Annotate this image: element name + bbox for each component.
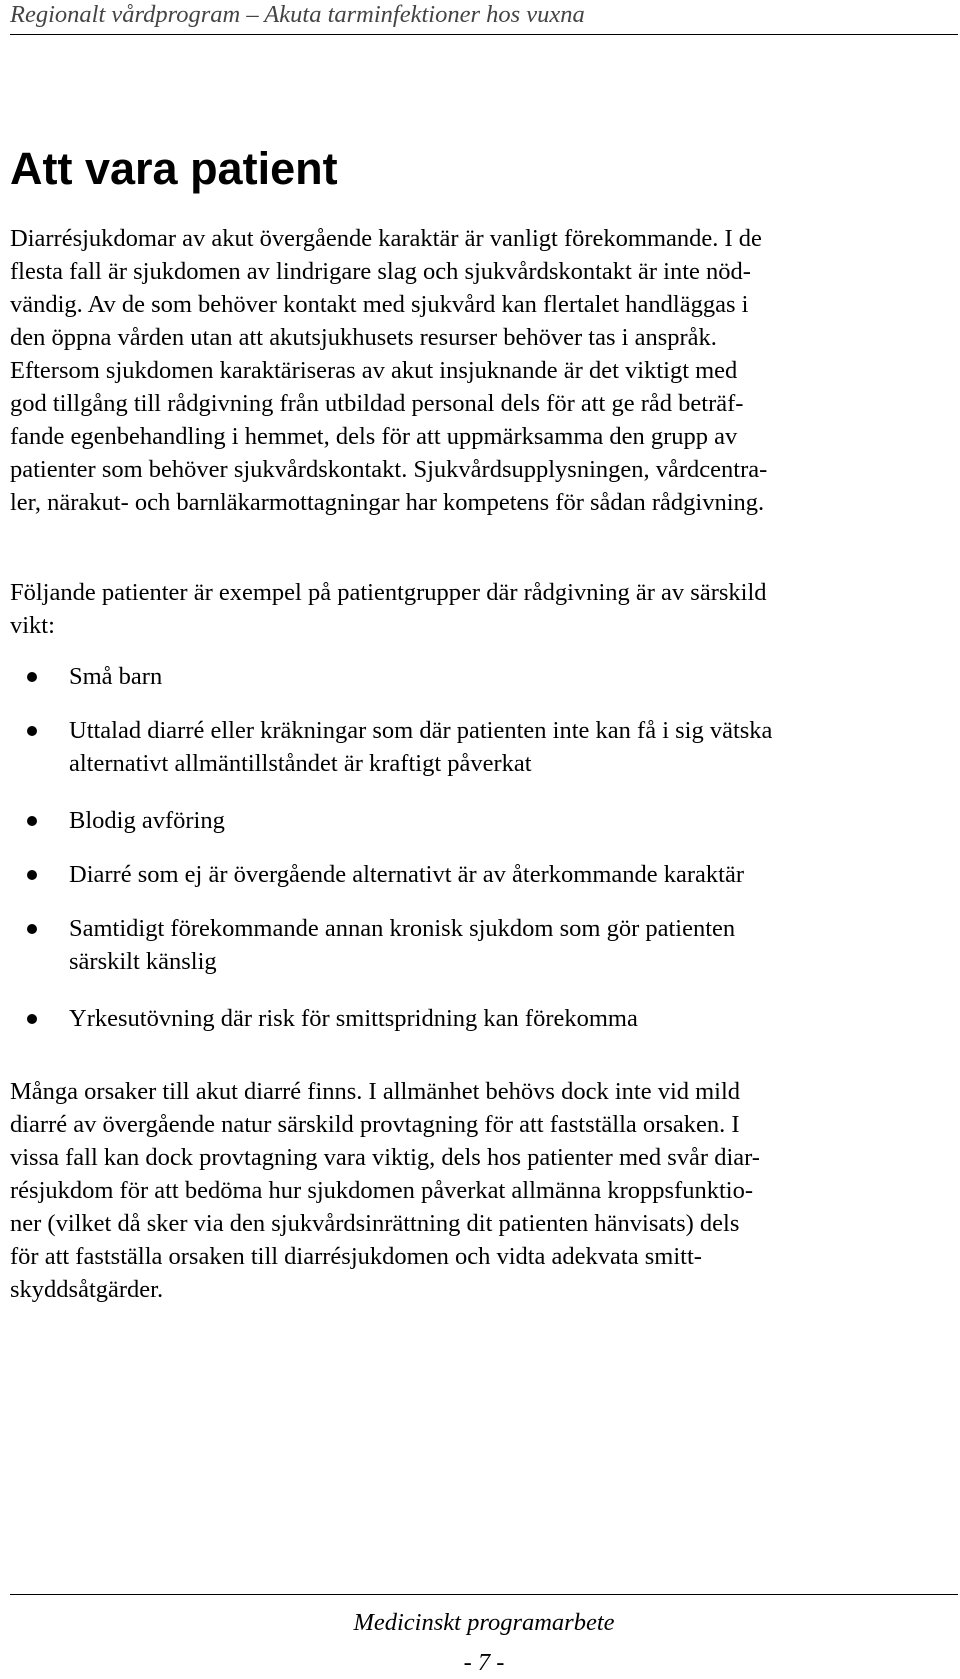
paragraph-line: den öppna vården utan att akutsjukhusets resurser behöver tas i anspråk. — [10, 324, 717, 351]
paragraph-line: Diarrésjukdomar av akut övergående karaktär är vanligt förekommande. I de — [10, 225, 762, 252]
bullet-icon — [27, 924, 37, 934]
bullet-icon — [27, 726, 37, 736]
bullet-icon — [27, 672, 37, 682]
paragraph-line: Många orsaker till akut diarré finns. I allmänhet behövs dock inte vid mild — [10, 1078, 741, 1105]
paragraph-line: ner (vilket då sker via den sjukvårdsinrättning dit patienten hänvisats) dels — [10, 1210, 740, 1237]
paragraph-line: vikt: — [10, 612, 55, 639]
list-item-line: alternativt allmäntillståndet är kraftigt påverkat — [69, 750, 532, 777]
paragraph-line: vändig. Av de som behöver kontakt med sjukvård kan flertalet handläggas i — [10, 291, 749, 318]
footer-text: Medicinskt programarbete — [353, 1609, 615, 1636]
paragraph-line: Eftersom sjukdomen karaktäriseras av akut insjuknande är det viktigt med — [10, 357, 738, 384]
list-item-line: Blodig avföring — [69, 807, 225, 834]
list-item-line: Yrkesutövning där risk för smittspridning kan förekomma — [69, 1005, 638, 1032]
bullet-icon — [27, 870, 37, 880]
paragraph-line: vissa fall kan dock provtagning vara viktig, dels hos patienter med svår diar- — [10, 1144, 760, 1171]
paragraph-patient-groups — [10, 576, 958, 642]
paragraph-line: flesta fall är sjukdomen av lindrigare slag och sjukvårdskontakt är inte nöd- — [10, 258, 751, 285]
page-number: - 7 - — [463, 1649, 505, 1676]
bullet-icon — [27, 1014, 37, 1024]
paragraph-sampling — [10, 1075, 958, 1306]
paragraph-line: skyddsåtgärder. — [10, 1276, 164, 1303]
paragraph-line: diarré av övergående natur särskild provtagning för att fastställa orsaken. I — [10, 1111, 740, 1138]
list-item-line: Samtidigt förekommande annan kronisk sjukdom som gör patienten — [69, 915, 736, 942]
list-item-line: särskilt känslig — [69, 948, 217, 975]
paragraph-line: fande egenbehandling i hemmet, dels för att uppmärksamma den grupp av — [10, 423, 738, 450]
paragraph-line: ler, närakut- och barnläkarmottagningar har kompetens för sådan rådgivning. — [10, 489, 765, 516]
list-item-line: Uttalad diarré eller kräkningar som där patienten inte kan få i sig vätska — [69, 717, 773, 744]
paragraph-line: Följande patienter är exempel på patientgrupper där rådgivning är av särskild — [10, 579, 767, 606]
footer-rule — [10, 1594, 958, 1595]
running-header: Regionalt vårdprogram – Akuta tarminfektioner hos vuxna — [10, 0, 958, 35]
bullet-icon — [27, 816, 37, 826]
document-page — [10, 0, 958, 1679]
list-item-line: Diarré som ej är övergående alternativt är av återkommande karaktär — [69, 861, 745, 888]
paragraph-line: résjukdom för att bedöma hur sjukdomen påverkat allmänna kroppsfunktio- — [10, 1177, 753, 1204]
section-heading: Att vara patient — [10, 143, 338, 194]
paragraph-line: god tillgång till rådgivning från utbildad personal dels för att ge råd beträf- — [10, 390, 744, 417]
list-item-line: Små barn — [69, 663, 163, 690]
paragraph-line: patienter som behöver sjukvårdskontakt. Sjukvårdsupplysningen, vårdcentra- — [10, 456, 768, 483]
paragraph-line: för att fastställa orsaken till diarrésjukdomen och vidta adekvata smitt- — [10, 1243, 702, 1270]
paragraph-intro — [10, 222, 958, 519]
